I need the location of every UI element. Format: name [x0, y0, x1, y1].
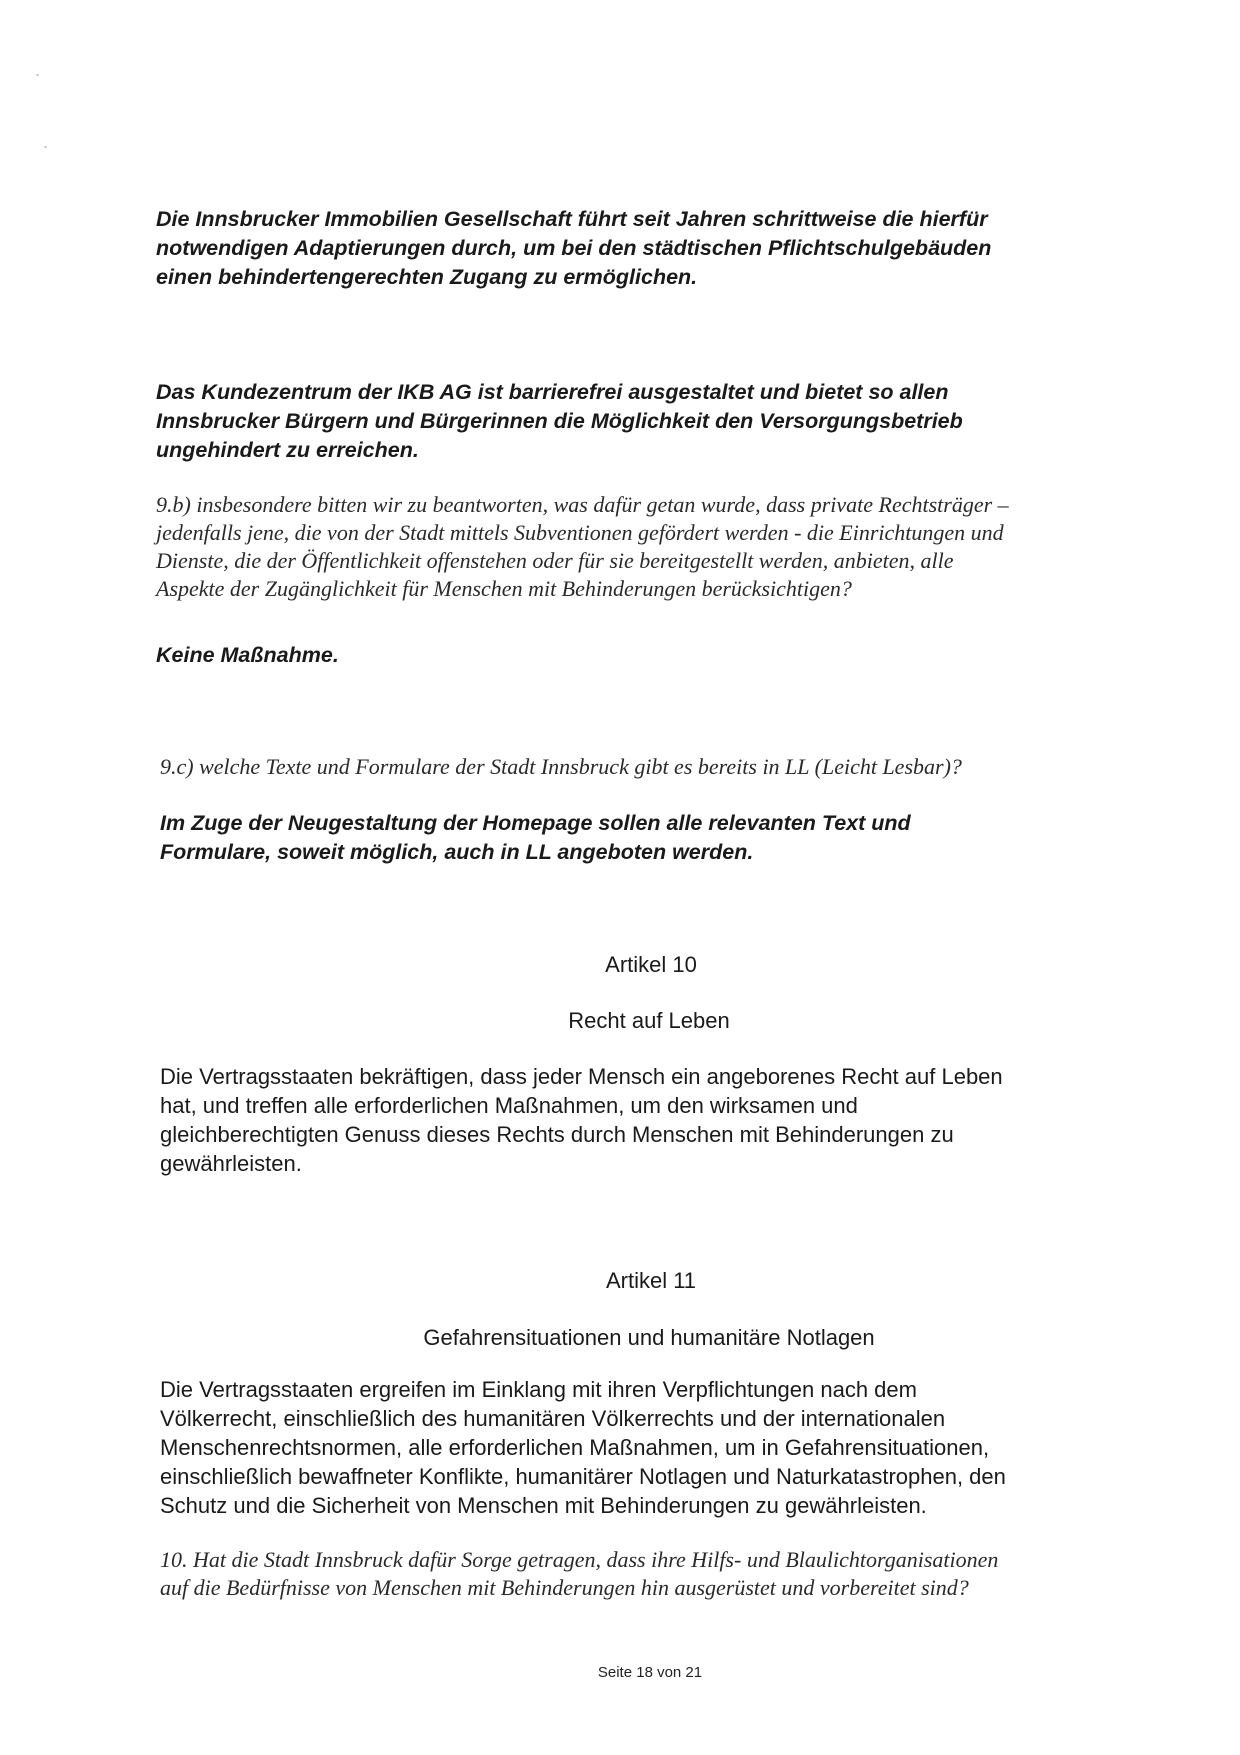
- text-line: Die Vertragsstaaten bekräftigen, dass jeder Mensch ein angeborenes Recht auf Leben: [160, 1064, 1003, 1089]
- article-11-text: [160, 1375, 1006, 1520]
- text-line: Schutz und die Sicherheit von Menschen mit Behinderungen zu gewährleisten.: [160, 1493, 927, 1518]
- text-line: Dienste, die der Öffentlichkeit offenstehen oder für sie bereitgestellt werden, anbieten, alle: [156, 548, 954, 573]
- text-line: Die Vertragsstaaten ergreifen im Einklang mit ihren Verpflichtungen nach dem: [160, 1377, 917, 1402]
- text-line: notwendigen Adaptierungen durch, um bei den städtischen Pflichtschulgebäuden: [156, 236, 992, 260]
- text-line: Formulare, soweit möglich, auch in LL angeboten werden.: [160, 840, 754, 864]
- scan-speck: [44, 146, 47, 148]
- text-line: einschließlich bewaffneter Konflikte, humanitärer Notlagen und Naturkatastrophen, den: [160, 1464, 1006, 1489]
- text-line: auf die Bedürfnisse von Menschen mit Behinderungen hin ausgerüstet und vorbereitet sind?: [160, 1575, 969, 1600]
- text-line: hat, und treffen alle erforderlichen Maßnahmen, um den wirksamen und: [160, 1093, 858, 1118]
- scan-speck: [36, 74, 39, 76]
- question-10: [160, 1546, 998, 1602]
- answer-9b: [156, 641, 339, 670]
- text-line: gewährleisten.: [160, 1151, 302, 1176]
- question-9c: [160, 753, 962, 781]
- question-9b: [156, 491, 1009, 603]
- article-11-number: Artikel 11: [605, 1268, 697, 1293]
- text-line: 9.c) welche Texte und Formulare der Stadt Innsbruck gibt es bereits in LL (Leicht Lesbar)?: [160, 754, 962, 779]
- text-line: Im Zuge der Neugestaltung der Homepage sollen alle relevanten Text und: [160, 811, 911, 835]
- article-11-title: Gefahrensituationen und humanitäre Notlagen: [423, 1325, 875, 1350]
- text-line: jedenfalls jene, die von der Stadt mittels Subventionen gefördert werden - die Einrichtungen und: [156, 520, 1004, 545]
- text-line: 9.b) insbesondere bitten wir zu beantworten, was dafür getan wurde, dass private Rechtsträger –: [156, 492, 1009, 517]
- text-line: ungehindert zu erreichen.: [156, 438, 419, 462]
- text-line: Das Kundezentrum der IKB AG ist barrierefrei ausgestaltet und bietet so allen: [156, 380, 949, 404]
- page-footer: [0, 1664, 1240, 1681]
- text-line: 10. Hat die Stadt Innsbruck dafür Sorge getragen, dass ihre Hilfs- und Blaulichtorganisationen: [160, 1547, 999, 1572]
- text-line: Innsbrucker Bürgern und Bürgerinnen die Möglichkeit den Versorgungsbetrieb: [156, 409, 963, 433]
- text-line: Keine Maßnahme.: [156, 643, 339, 667]
- text-line: einen behindertengerechten Zugang zu ermöglichen.: [156, 265, 698, 289]
- text-line: Menschenrechtsnormen, alle erforderlichen Maßnahmen, um in Gefahrensituationen,: [160, 1435, 990, 1460]
- page-number: Seite 18 von 21: [597, 1664, 703, 1681]
- answer-9c: [160, 809, 911, 867]
- text-line: Die Innsbrucker Immobilien Gesellschaft führt seit Jahren schrittweise die hierfür: [156, 207, 988, 231]
- answer-ikb-paragraph: [156, 378, 963, 465]
- article-10-title: Recht auf Leben: [568, 1008, 730, 1033]
- text-line: Völkerrecht, einschließlich des humanitären Völkerrechts und der internationalen: [160, 1406, 946, 1431]
- article-10-text: [160, 1062, 1003, 1178]
- answer-immobilien-paragraph: [156, 205, 991, 292]
- text-line: Aspekte der Zugänglichkeit für Menschen mit Behinderungen berücksichtigen?: [156, 576, 852, 601]
- article-10-number: Artikel 10: [605, 952, 697, 977]
- text-line: gleichberechtigten Genuss dieses Rechts durch Menschen mit Behinderungen zu: [160, 1122, 954, 1147]
